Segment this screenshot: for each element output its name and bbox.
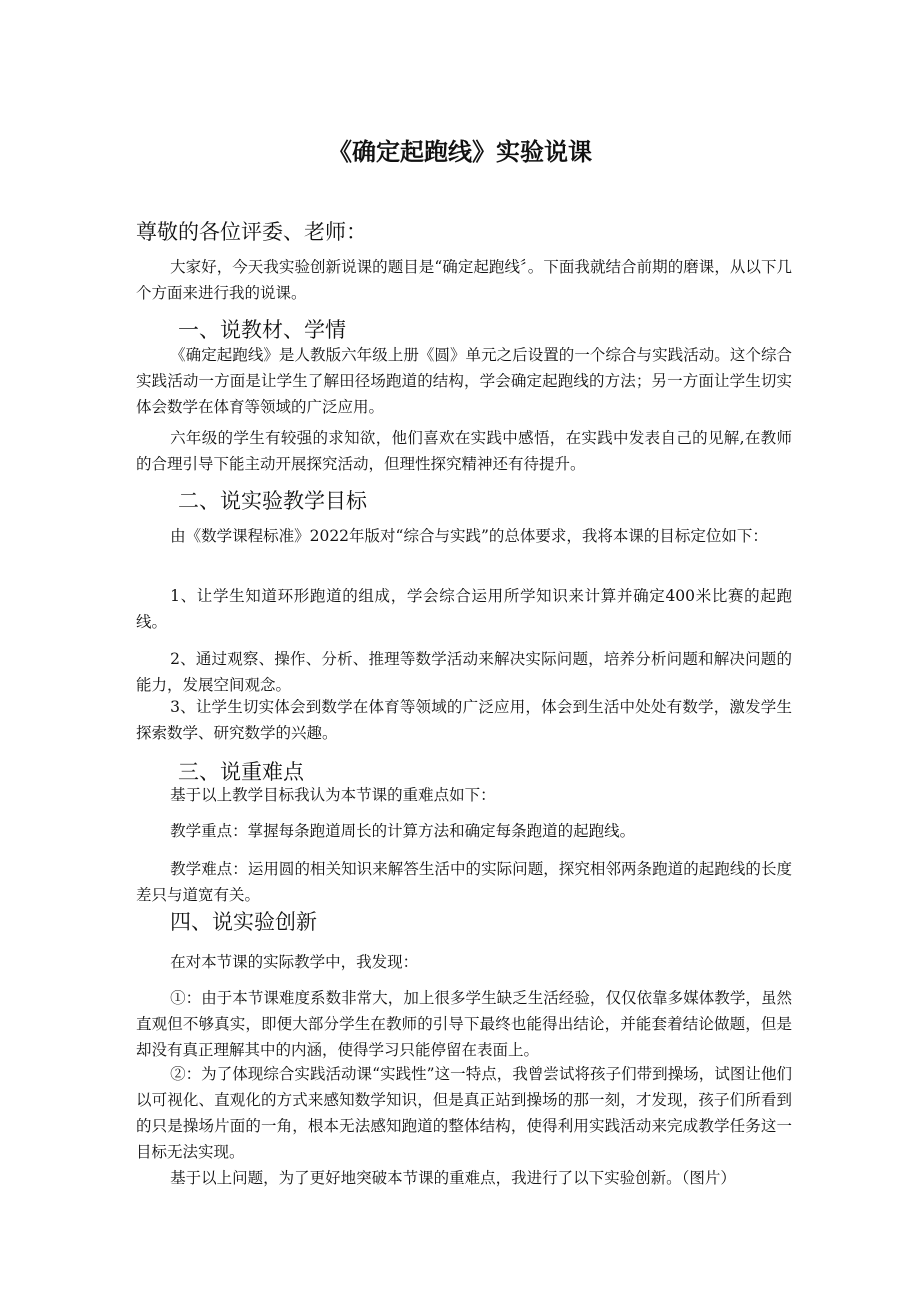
- document-title: 《确定起跑线》实验说课: [328, 138, 592, 166]
- observation-2: ②：为了体现综合实践活动课“实践性”这一特点，我曾尝试将孩子们带到操场，试图让他们以可视化、直观化的方式来感知数学知识，但是真正站到操场的那一刻，才发现，孩子们所看到的只是操场片面的一角，根本无法感知跑道的整体结构，使得利用实践活动来完成教学任务这一目标无法实现。: [136, 1065, 792, 1161]
- goal-3: 3、让学生切实体会到数学在体育等领域的广泛应用，体会到生活中处处有数学，激发学生探索数学、研究数学的兴趣。: [136, 698, 792, 742]
- key-point: 教学重点：掌握每条跑道周长的计算方法和确定每条跑道的起跑线。: [170, 822, 636, 840]
- section-4-heading: 四、说实验创新: [170, 910, 317, 934]
- section-2-paragraph-1: 由《数学课程标准》2022年版对“综合与实践”的总体要求，我将本课的目标定位如下：: [170, 527, 768, 545]
- section-1-paragraph-2: 六年级的学生有较强的求知欲，他们喜欢在实践中感悟，在实践中发表自己的见解,在教师的合理引导下能主动开展探究活动，但理性探究精神还有待提升。: [136, 429, 792, 473]
- section-2-heading: 二、说实验教学目标: [178, 489, 367, 513]
- observation-1: ①：由于本节课难度系数非常大，加上很多学生缺乏生活经验，仅仅依靠多媒体教学，虽然直观但不够真实，即便大部分学生在教师的引导下最终也能得出结论，并能套着结论做题，但是却没有真正理解其中的内涵，使得学习只能停留在表面上。: [136, 989, 792, 1059]
- difficult-point: 教学难点：运用圆的相关知识来解答生活中的实际问题，探究相邻两条跑道的起跑线的长度差只与道宽有关。: [136, 860, 792, 904]
- section-3-paragraph-1: 基于以上教学目标我认为本节课的重难点如下：: [170, 786, 496, 804]
- greeting: 尊敬的各位评委、老师：: [136, 220, 367, 244]
- intro-paragraph: 大家好，今天我实验创新说课的题目是“确定起跑线〞。下面我就结合前期的磨课，从以下几个方面来进行我的说课。: [136, 258, 792, 302]
- section-3-heading: 三、说重难点: [178, 760, 304, 784]
- section-4-paragraph-1: 在对本节课的实际教学中，我发现：: [170, 953, 419, 971]
- goal-2: 2、通过观察、操作、分析、推理等数学活动来解决实际问题，培养分析问题和解决问题的能力，发展空间观念。: [136, 650, 792, 694]
- section-1-paragraph-1: 《确定起跑线》是人教版六年级上册《圆》单元之后设置的一个综合与实践活动。这个综合实践活动一方面是让学生了解田径场跑道的结构，学会确定起跑线的方法；另一方面让学生切实体会数学在体育等领域的广泛应用。: [136, 346, 792, 416]
- section-1-heading: 一、说教材、学情: [178, 318, 346, 342]
- closing-paragraph: 基于以上问题，为了更好地突破本节课的重难点，我进行了以下实验创新。（图片）: [170, 1169, 736, 1187]
- goal-1: 1、让学生知道环形跑道的组成，学会综合运用所学知识来计算并确定400米比赛的起跑线。: [136, 587, 792, 631]
